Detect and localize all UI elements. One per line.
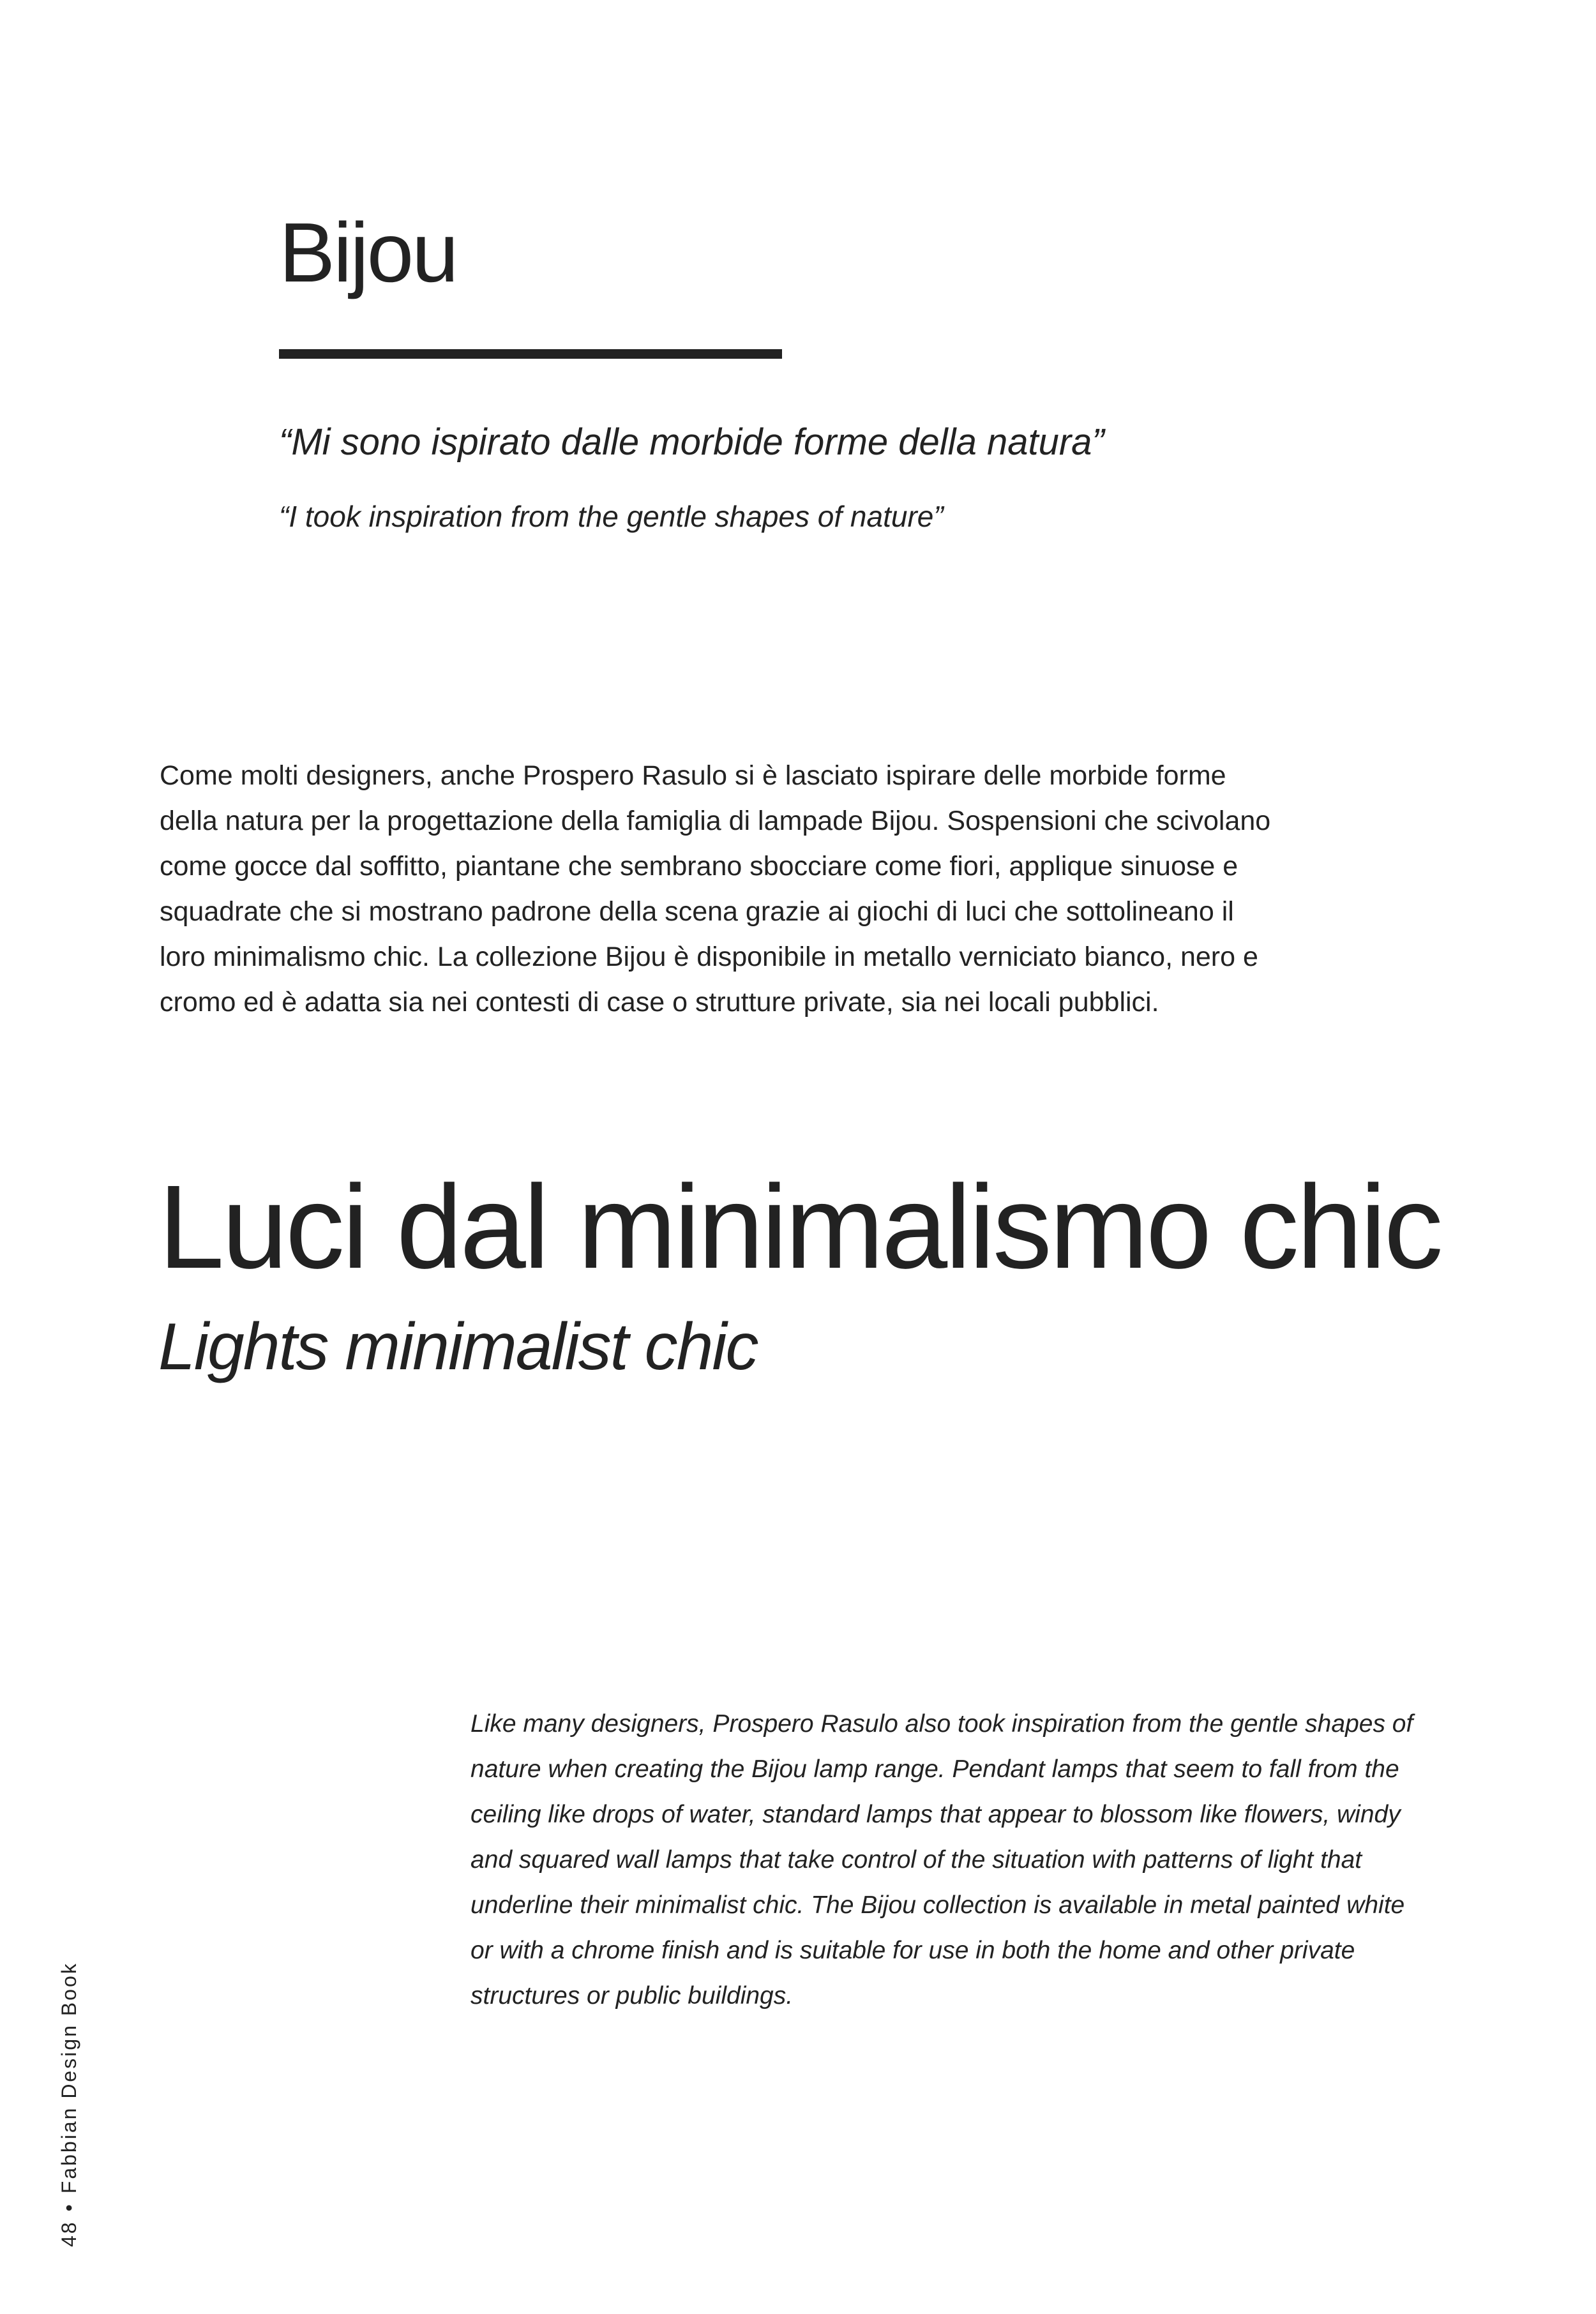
title-underline: [279, 349, 782, 359]
body-italian-line: Come molti designers, anche Prospero Rasulo si è lasciato ispirare delle morbide forme: [160, 760, 1226, 791]
body-text-italian: [160, 753, 1436, 1025]
body-text-english: [471, 1701, 1492, 2018]
body-english-line: structures or public buildings.: [471, 1982, 794, 2010]
page-number: 48: [57, 2220, 80, 2247]
body-english-line: underline their minimalist chic. The Bijou collection is available in metal painted white: [471, 1891, 1405, 1919]
page-title: Bijou: [279, 206, 457, 299]
headline-english: Lights minimalist chic: [158, 1310, 758, 1384]
page-folio: [59, 1962, 79, 2247]
body-english-line: Like many designers, Prospero Rasulo also took inspiration from the gentle shapes of: [471, 1710, 1413, 1738]
quote-english: “I took inspiration from the gentle shapes of nature”: [279, 500, 944, 533]
body-english-line: nature when creating the Bijou lamp range. Pendant lamps that seem to fall from the: [471, 1755, 1399, 1783]
body-english-line: ceiling like drops of water, standard lamps that appear to blossom like flowers, windy: [471, 1801, 1401, 1828]
folio-separator: •: [57, 2202, 80, 2212]
body-english-line: and squared wall lamps that take control of the situation with patterns of light that: [471, 1846, 1362, 1874]
body-italian-line: della natura per la progettazione della famiglia di lampade Bijou. Sospensioni che scivolano: [160, 806, 1271, 836]
body-italian-line: come gocce dal soffitto, piantane che sembrano sbocciare come fiori, applique sinuose e: [160, 851, 1238, 882]
quote-italian: “Mi sono ispirato dalle morbide forme della natura”: [279, 421, 1104, 463]
body-italian-line: cromo ed è adatta sia nei contesti di case o strutture private, sia nei locali pubblici.: [160, 987, 1159, 1018]
publication-name: Fabbian Design Book: [57, 1962, 80, 2194]
headline-italian: Luci dal minimalismo chic: [158, 1161, 1441, 1293]
body-english-line: or with a chrome finish and is suitable for use in both the home and other private: [471, 1937, 1355, 1964]
body-italian-line: loro minimalismo chic. La collezione Bijou è disponibile in metallo verniciato bianco, nero e: [160, 942, 1258, 972]
body-italian-line: squadrate che si mostrano padrone della scena grazie ai giochi di luci che sottolineano il: [160, 896, 1234, 927]
